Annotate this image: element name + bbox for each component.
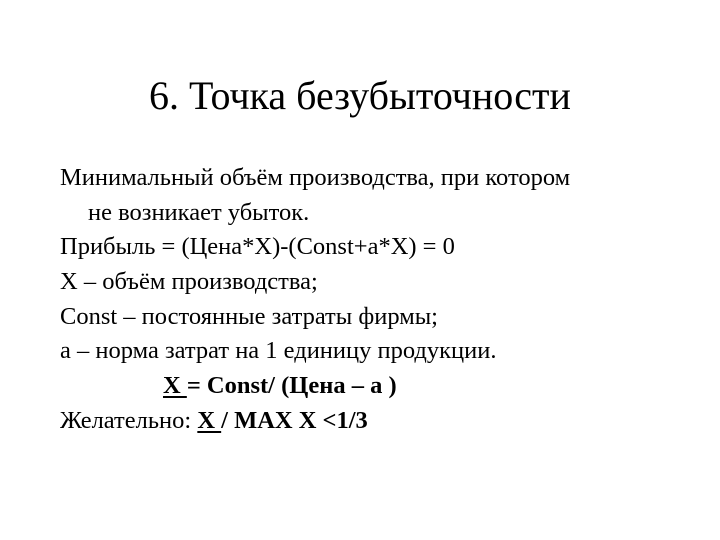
slide-title: 6. Точка безубыточности [149, 73, 571, 118]
definition-line-1: Минимальный объём производства, при котором [60, 164, 571, 191]
profit-formula: Прибыль = (Цена*X)-(Const+a*X) = 0 [60, 233, 455, 261]
desirable-label: Желательно: [60, 406, 198, 434]
definition-line-2: не возникает убыток. [88, 198, 310, 226]
breakeven-formula [60, 369, 700, 404]
desirable-rest: / MAX X <1/3 [221, 406, 368, 434]
a-definition: a – норма затрат на 1 единицу продукции. [60, 337, 497, 365]
breakeven-formula-rest: = Const/ (Цена – a ) [186, 372, 397, 400]
desirable-x-symbol: X [197, 406, 222, 434]
x-definition: X – объём производства; [60, 268, 318, 296]
const-definition: Const – постоянные затраты фирмы; [60, 302, 438, 330]
breakeven-x-symbol: X [163, 372, 187, 400]
desirable-ratio [60, 404, 700, 439]
slide-body [60, 161, 700, 439]
